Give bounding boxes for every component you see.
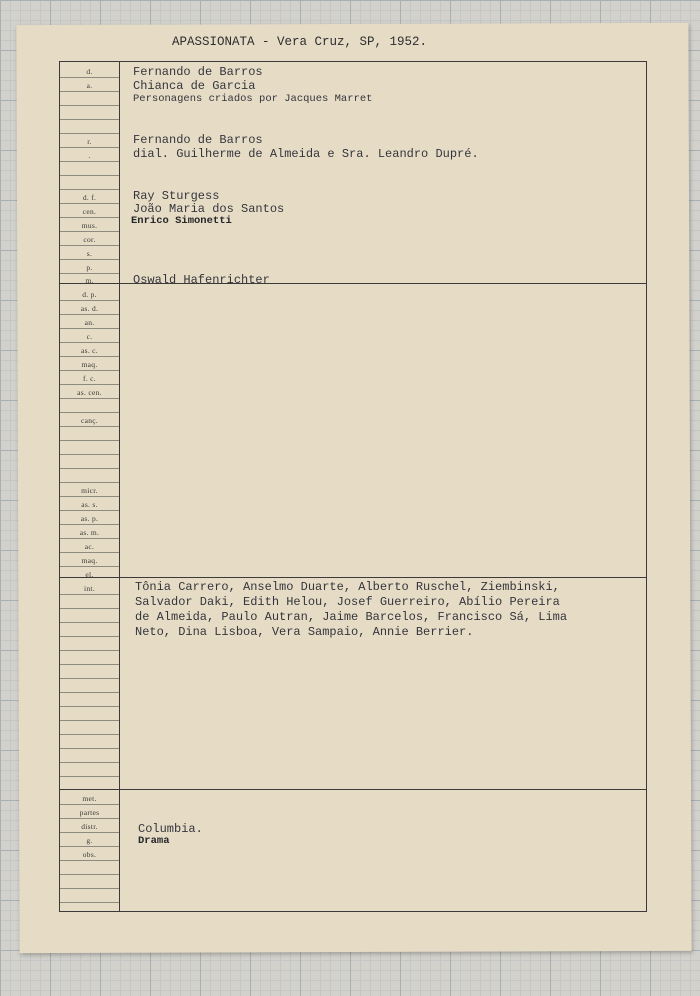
label-fc: f. c. [83,374,96,383]
label-df: d. f. [82,193,97,202]
label-asp: as. p. [80,514,99,523]
distributor-entry: Columbia. [138,822,203,836]
label-el: el. [85,570,94,579]
label-g: g. [86,836,93,845]
label-asd: as. d. [80,304,99,313]
dialogue-entry: dial. Guilherme de Almeida e Sra. Leandro Dupré. [133,147,479,161]
cast-line-2: Salvador Daki, Edith Helou, Josef Guerreiro, Abílio Pereira [135,595,560,609]
label-canc: canç. [80,416,99,425]
label-ass: as. s. [81,500,98,509]
card-heading: APASSIONATA - Vera Cruz, SP, 1952. [172,35,428,49]
label-asm: as. m. [79,528,100,537]
label-maq-2: maq. [81,556,98,565]
label-s: s. [86,249,93,258]
label-partes: partes [79,808,100,817]
cast-line-4: Neto, Dina Lisboa, Vera Sampaio, Annie Berrier. [135,625,474,639]
label-int: int. [84,584,95,593]
label-m: m. [85,276,94,285]
cast-line-3: de Almeida, Paulo Autran, Jaime Barcelos, Francisco Sá, Lima [135,610,568,624]
section-divider-crew [59,577,647,578]
label-cen: cen. [82,207,97,216]
label-cor: cor. [83,235,96,244]
label-a: a. [86,81,93,90]
photography-entry: Ray Sturgess [133,189,220,203]
column-divider [119,61,120,912]
label-c: c. [86,332,93,341]
author-note-entry: Personagens criados por Jacques Marret [133,93,373,105]
label-p: p. [86,263,93,272]
music-entry: Enrico Simonetti [131,215,232,227]
label-micr: micr. [81,486,98,495]
label-maq: maq. [81,360,98,369]
label-distr: distr. [81,822,98,831]
label-dp: d. p. [82,290,97,299]
cast-line-1: Tônia Carrero, Anselmo Duarte, Alberto Ruschel, Ziembinski, [135,580,560,594]
set-design-entry: João Maria dos Santos [133,202,285,216]
label-d: d. [86,67,93,76]
genre-entry: Drama [138,835,170,847]
screenplay-entry: Fernando de Barros [133,133,263,147]
author-entry: Chianca de Garcia [133,79,256,93]
label-met: met. [82,794,97,803]
label-asc: as. c. [80,346,98,355]
label-obs: obs. [82,850,97,859]
section-divider-cast [59,789,647,790]
label-an: an. [84,318,95,327]
label-r: r. [87,137,92,146]
label-mus: mus. [81,221,98,230]
label-ac: ac. [84,542,95,551]
editing-entry: Oswald Hafenrichter [133,273,270,287]
label-ascen: as. cen. [77,388,102,397]
director-entry: Fernando de Barros [133,65,263,79]
label-dot: . [88,151,91,160]
